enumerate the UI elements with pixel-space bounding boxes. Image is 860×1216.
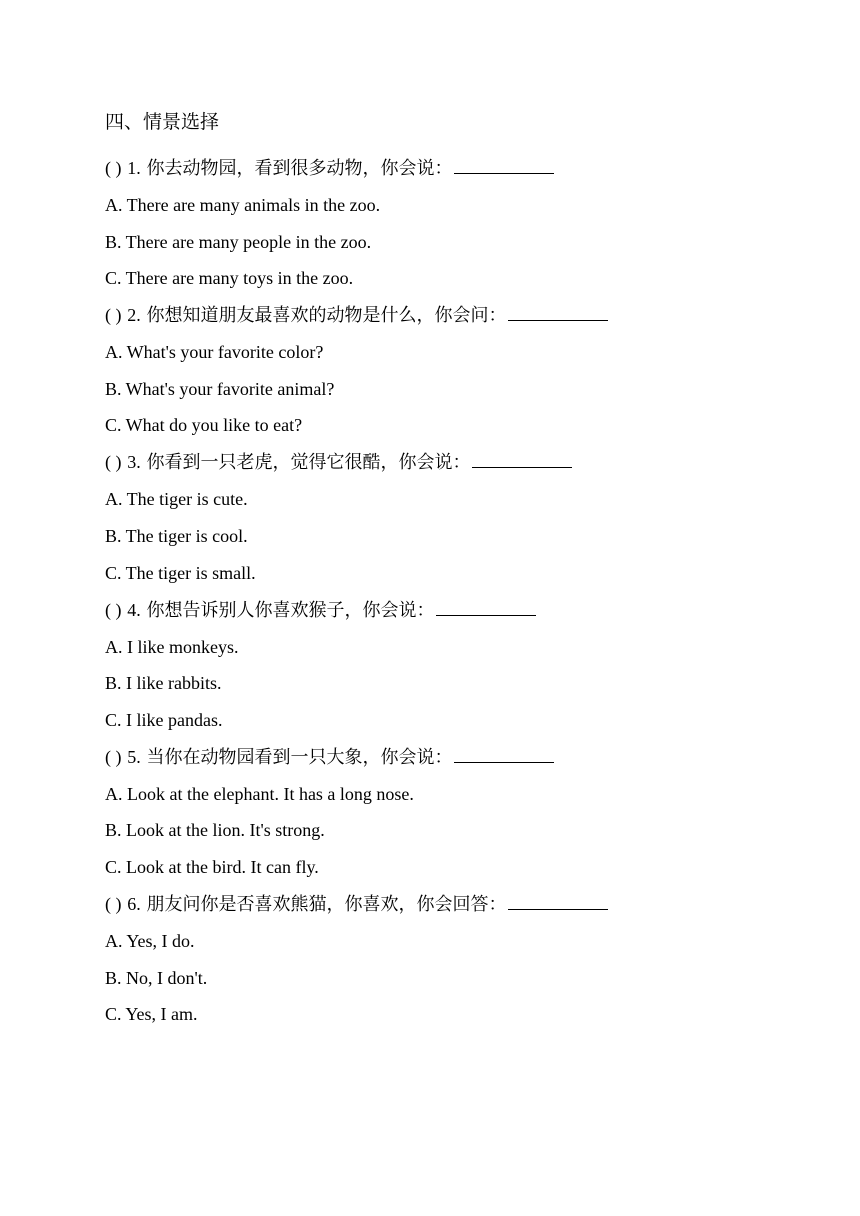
option-a[interactable]: A. Yes, I do. [105, 930, 195, 951]
option-b[interactable]: B. What's your favorite animal? [105, 378, 335, 399]
question-line [105, 155, 755, 181]
option-c[interactable]: C. Yes, I am. [105, 1004, 198, 1025]
question-number: 6. [127, 893, 141, 914]
option-a[interactable]: A. There are many animals in the zoo. [105, 195, 381, 215]
question-5 [105, 744, 755, 880]
option-c[interactable]: C. Look at the bird. It can fly. [105, 856, 319, 877]
question-line [105, 744, 755, 770]
worksheet-page [105, 108, 755, 1038]
option-b[interactable]: B. I like rabbits. [105, 673, 222, 694]
answer-blank[interactable] [472, 449, 572, 468]
answer-parentheses[interactable]: ( ) [105, 746, 122, 767]
question-line [105, 302, 755, 328]
question-line [105, 449, 755, 475]
question-number: 1. [127, 158, 141, 178]
option-b[interactable]: B. There are many people in the zoo. [105, 231, 372, 252]
question-4 [105, 597, 755, 733]
question-3 [105, 449, 755, 585]
answer-parentheses[interactable]: ( ) [105, 452, 122, 473]
question-number: 2. [127, 305, 141, 326]
answer-blank[interactable] [508, 891, 608, 910]
question-prompt: 当你在动物园看到一只大象，你会说： [146, 746, 453, 768]
answer-parentheses[interactable]: ( ) [105, 158, 122, 178]
answer-blank[interactable] [454, 155, 554, 174]
question-number: 5. [127, 746, 141, 767]
answer-parentheses[interactable]: ( ) [105, 599, 122, 620]
answer-parentheses[interactable]: ( ) [105, 305, 122, 326]
option-a[interactable]: A. I like monkeys. [105, 636, 239, 657]
question-6 [105, 891, 755, 1027]
question-prompt: 你去动物园，看到很多动物，你会说： [146, 158, 453, 179]
question-line [105, 597, 755, 623]
question-1 [105, 155, 755, 291]
option-c[interactable]: C. The tiger is small. [105, 562, 256, 583]
option-c[interactable]: C. There are many toys in the zoo. [105, 268, 354, 289]
question-line [105, 891, 755, 917]
answer-blank[interactable] [436, 597, 536, 616]
answer-blank[interactable] [454, 744, 554, 763]
question-number: 3. [127, 452, 141, 473]
option-b[interactable]: B. No, I don't. [105, 967, 208, 988]
option-b[interactable]: B. Look at the lion. It's strong. [105, 820, 325, 841]
option-a[interactable]: A. Look at the elephant. It has a long nose. [105, 783, 414, 804]
answer-blank[interactable] [508, 302, 608, 321]
option-b[interactable]: B. The tiger is cool. [105, 525, 248, 546]
question-2 [105, 302, 755, 438]
option-c[interactable]: C. I like pandas. [105, 709, 223, 730]
option-a[interactable]: A. What's your favorite color? [105, 342, 324, 363]
section-title: 四、情景选择 [105, 111, 220, 133]
question-prompt: 你想告诉别人你喜欢猴子，你会说： [146, 599, 435, 621]
option-a[interactable]: A. The tiger is cute. [105, 489, 248, 510]
question-prompt: 你看到一只老虎，觉得它很酷，你会说： [146, 452, 471, 474]
question-prompt: 你想知道朋友最喜欢的动物是什么，你会问： [146, 305, 507, 327]
answer-parentheses[interactable]: ( ) [105, 893, 122, 914]
question-prompt: 朋友问你是否喜欢熊猫，你喜欢，你会回答： [146, 893, 507, 915]
option-c[interactable]: C. What do you like to eat? [105, 415, 303, 436]
question-number: 4. [127, 599, 141, 620]
